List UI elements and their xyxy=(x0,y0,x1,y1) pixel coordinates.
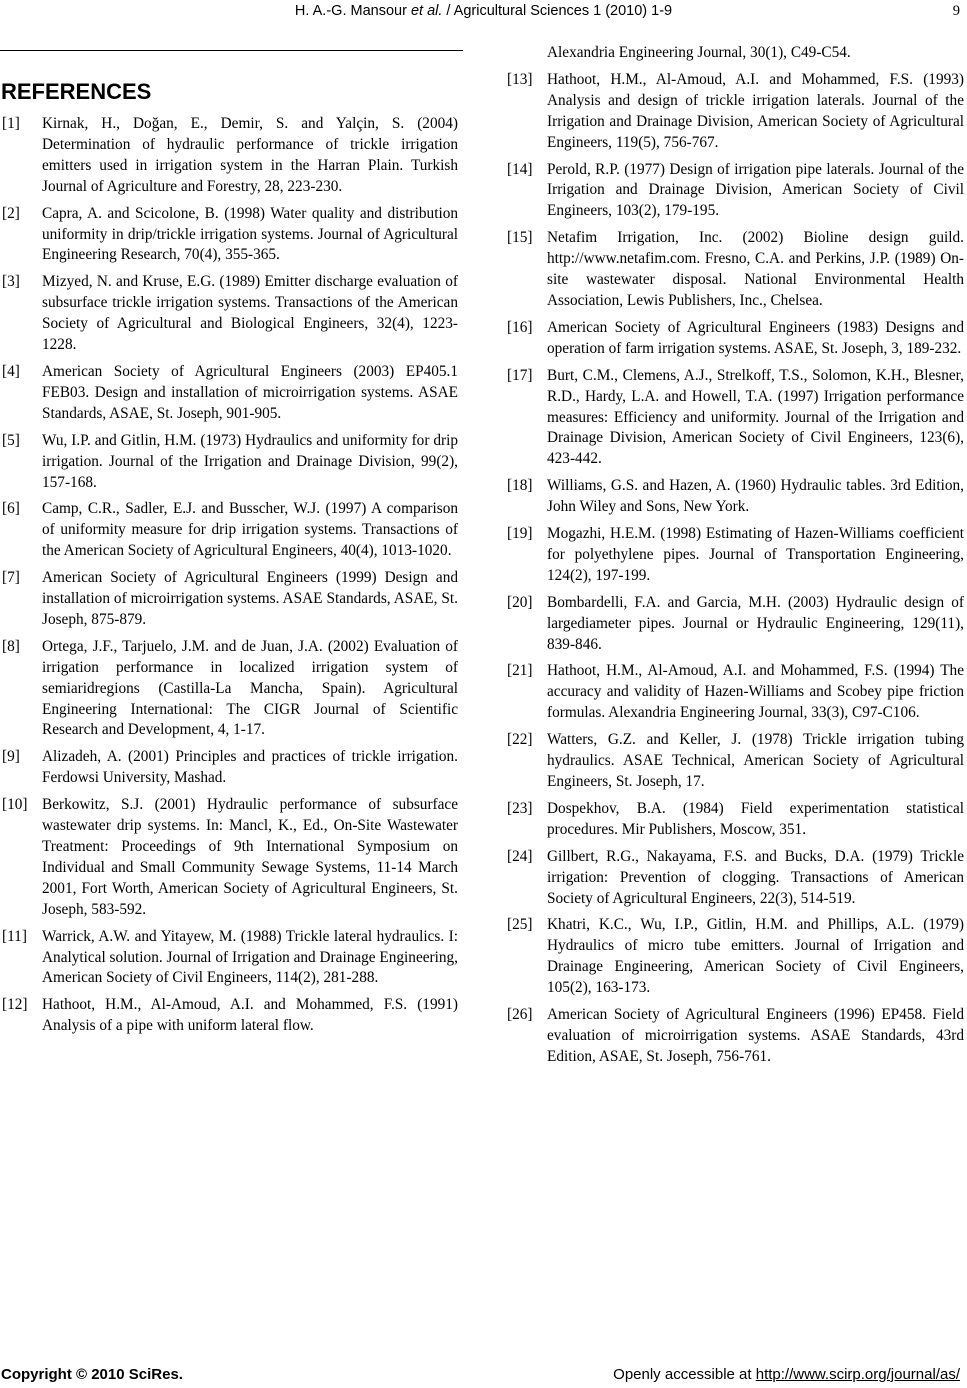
reference-text: Watters, G.Z. and Keller, J. (1978) Trickle irrigation tubing hydraulics. ASAE Technical, American Society of Agricultural Engineers, St. Joseph, 17. xyxy=(547,731,964,790)
reference-text: Williams, G.S. and Hazen, A. (1960) Hydraulic tables. 3rd Edition, John Wiley and Sons, New York. xyxy=(547,477,964,516)
reference-number: [9] xyxy=(2,748,20,766)
running-head-authors: H. A.-G. Mansour xyxy=(294,3,411,19)
reference-text: Hathoot, H.M., Al-Amoud, A.I. and Mohammed, F.S. (1994) The accuracy and validity of Hazen-Williams and Scobey pipe friction formulas. Alexandria Engineering Journal, 33(3), C97-C106. xyxy=(547,662,964,722)
reference-text: Khatri, K.C., Wu, I.P., Gitlin, H.M. and Phillips, A.L. (1979) Hydraulics of micro tube emitters. Journal of Irrigation and Drainage Engineering, American Society of Civil Engineers, 105(2), 163-173. xyxy=(547,916,964,997)
reference-text: American Society of Agricultural Engineers (1983) Designs and operation of farm irrigation systems. ASAE, St. Joseph, 3, 189-232. xyxy=(547,318,964,357)
reference-number: [23] xyxy=(507,799,533,817)
reference-text: American Society of Agricultural Engineers (2003) EP405.1 FEB03. Design and installation of microirrigation systems. ASAE Standards, ASAE, St. Joseph, 901-905. xyxy=(42,362,458,422)
reference-number: [20] xyxy=(507,593,533,611)
open-access-label: Openly accessible at xyxy=(613,1366,756,1383)
header-divider xyxy=(0,50,463,51)
reference-item xyxy=(2,499,458,562)
reference-number: [6] xyxy=(2,500,20,518)
reference-text: Camp, C.R., Sadler, E.J. and Busscher, W.J. (1997) A comparison of uniformity measure for drip irrigation systems. Transactions of the American Society of Agricultural Engineers, 40(4), 1013-1020. xyxy=(42,500,458,560)
reference-number: [24] xyxy=(507,847,533,865)
reference-text: Wu, I.P. and Gitlin, H.M. (1973) Hydraulics and uniformity for drip irrigation. Journal of the Irrigation and Drainage Division, 99(2), 157-168. xyxy=(42,431,458,491)
reference-item xyxy=(507,228,964,312)
reference-item xyxy=(507,847,964,910)
reference-text: Gillbert, R.G., Nakayama, F.S. and Bucks, D.A. (1979) Trickle irrigation: Prevention of clogging. Transactions of American Society of Agricultural Engineers, 22(3), 514-519. xyxy=(547,847,964,907)
reference-continuation xyxy=(507,43,964,64)
reference-item xyxy=(507,524,964,587)
reference-number: [11] xyxy=(2,927,27,945)
reference-text: Mizyed, N. and Kruse, E.G. (1989) Emitter discharge evaluation of subsurface trickle irrigation systems. Transactions of the American Society of Agricultural and Biological Engineers, 32(4), 1223-1228. xyxy=(42,273,458,354)
reference-item xyxy=(507,730,964,793)
reference-item xyxy=(2,114,458,198)
reference-number: [19] xyxy=(507,525,533,543)
references-left-column xyxy=(2,114,458,1043)
reference-text: Alizadeh, A. (2001) Principles and practices of trickle irrigation. Ferdowsi University, Mashad. xyxy=(42,748,458,787)
reference-number: [1] xyxy=(2,115,20,132)
running-head xyxy=(0,3,967,19)
reference-text: Mogazhi, H.E.M. (1998) Estimating of Hazen-Williams coefficient for polyethylene pipes. Journal of Transportation Engineering, 124(2), 197-199. xyxy=(547,525,964,584)
reference-item xyxy=(2,204,458,267)
reference-item xyxy=(2,362,458,425)
reference-number: [25] xyxy=(507,916,533,934)
reference-item xyxy=(2,272,458,356)
reference-item xyxy=(507,318,964,360)
reference-text: Alexandria Engineering Journal, 30(1), C49-C54. xyxy=(547,44,851,61)
reference-item xyxy=(507,160,964,223)
reference-text: American Society of Agricultural Engineers (1996) EP458. Field evaluation of microirrigation systems. ASAE Standards, 43rd Edition, ASAE, St. Joseph, 756-761. xyxy=(547,1006,964,1065)
footer-open-access xyxy=(613,1366,960,1383)
reference-number: [13] xyxy=(507,70,533,88)
references-heading: REFERENCES xyxy=(1,79,152,104)
reference-number: [14] xyxy=(507,160,533,178)
reference-number: [10] xyxy=(2,796,28,814)
reference-text: Hathoot, H.M., Al-Amoud, A.I. and Mohammed, F.S. (1993) Analysis and design of trickle irrigation laterals. Journal of the Irrigation and Drainage Division, American Society of Agricultural Engineers, 119(5), 756-767. xyxy=(547,70,964,151)
reference-item xyxy=(507,661,964,724)
reference-number: [4] xyxy=(2,362,20,380)
reference-number: [12] xyxy=(2,996,28,1014)
reference-item xyxy=(507,1005,964,1068)
reference-item xyxy=(2,637,458,742)
reference-number: [17] xyxy=(507,366,533,384)
reference-text: Kirnak, H., Doğan, E., Demir, S. and Yalçin, S. (2004) Determination of hydraulic performance of trickle irrigation emitters used in irrigation system in the Harran Plain. Turkish Journal of Agriculture and Forestry, 28, 223-230. xyxy=(42,115,458,195)
reference-number: [18] xyxy=(507,477,533,495)
reference-text: Hathoot, H.M., Al-Amoud, A.I. and Mohammed, F.S. (1991) Analysis of a pipe with uniform lateral flow. xyxy=(42,996,458,1035)
reference-number: [7] xyxy=(2,569,20,587)
reference-text: Warrick, A.W. and Yitayew, M. (1988) Trickle lateral hydraulics. I: Analytical solution. Journal of Irrigation and Drainage Engineering, American Society of Civil Engineers, 114(2), 281-288. xyxy=(42,927,458,987)
page-number: 9 xyxy=(952,3,960,19)
reference-number: [2] xyxy=(2,204,20,222)
reference-number: [21] xyxy=(507,662,533,680)
reference-number: [16] xyxy=(507,318,533,336)
reference-item xyxy=(2,747,458,789)
reference-text: Dospekhov, B.A. (1984) Field experimentation statistical procedures. Mir Publishers, Moscow, 351. xyxy=(547,799,964,838)
reference-text: Berkowitz, S.J. (2001) Hydraulic performance of subsurface wastewater drip systems. In: Mancl, K., Ed., On-Site Wastewater Treatment: Proceedings of 9th International Symposium on Individual and Small Community Sewage Systems, 11-14 March 2001, Fort Worth, American Society of Agricultural Engineers, St. Joseph, 583-592. xyxy=(42,796,458,918)
reference-number: [15] xyxy=(507,229,533,247)
reference-item xyxy=(507,70,964,154)
reference-item xyxy=(2,995,458,1037)
reference-item xyxy=(2,568,458,631)
reference-item xyxy=(2,795,458,920)
reference-text: American Society of Agricultural Engineers (1999) Design and installation of microirrigation systems. ASAE Standards, ASAE, St. Joseph, 875-879. xyxy=(42,569,458,628)
reference-text: Ortega, J.F., Tarjuelo, J.M. and de Juan, J.A. (2002) Evaluation of irrigation performance in localized irrigation system of semiaridregions (Castilla-La Mancha, Spain). Agricultural Engineering International: The CIGR Journal of Scientific Research and Development, 4, 1-17. xyxy=(42,637,458,739)
reference-number: [26] xyxy=(507,1006,533,1024)
reference-text: Netafim Irrigation, Inc. (2002) Bioline design guild. http://www.netafim.com. Fresno, C.A. and Perkins, J.P. (1989) On-site wastewater disposal. National Environmental Health Association, Lewis Publishers, Inc., Chelsea. xyxy=(547,229,964,309)
running-head-journal: / Agricultural Sciences 1 (2010) 1-9 xyxy=(442,3,673,19)
reference-item xyxy=(2,431,458,494)
journal-url-link[interactable]: http://www.scirp.org/journal/as/ xyxy=(755,1366,960,1383)
reference-item xyxy=(507,593,964,656)
reference-number: [5] xyxy=(2,431,20,449)
reference-number: [8] xyxy=(2,637,20,655)
reference-text: Burt, C.M., Clemens, A.J., Strelkoff, T.S., Solomon, K.H., Blesner, R.D., Hardy, L.A. and Howell, T.A. (1997) Irrigation performance measures: Efficiency and uniformity. Journal of the Irrigation and Drainage Division, American Society of Civil Engineers, 123(6), 423-442. xyxy=(547,366,964,468)
references-right-column xyxy=(507,43,964,1074)
reference-number: [22] xyxy=(507,731,533,749)
reference-text: Bombardelli, F.A. and Garcia, M.H. (2003) Hydraulic design of largediameter pipes. Journal or Hydraulic Engineering, 129(11), 839-846. xyxy=(547,593,964,653)
reference-item xyxy=(507,476,964,518)
reference-number: [3] xyxy=(2,273,20,291)
reference-item xyxy=(507,915,964,999)
reference-item xyxy=(507,366,964,471)
reference-text: Perold, R.P. (1977) Design of irrigation pipe laterals. Journal of the Irrigation and Drainage Division, American Society of Civil Engineers, 103(2), 179-195. xyxy=(547,160,964,220)
footer-copyright: Copyright © 2010 SciRes. xyxy=(1,1366,183,1383)
reference-item xyxy=(2,927,458,990)
reference-item xyxy=(507,799,964,841)
running-head-etal: et al. xyxy=(410,3,443,19)
reference-text: Capra, A. and Scicolone, B. (1998) Water quality and distribution uniformity in drip/trickle irrigation systems. Journal of Agricultural Engineering Research, 70(4), 355-365. xyxy=(42,204,458,264)
